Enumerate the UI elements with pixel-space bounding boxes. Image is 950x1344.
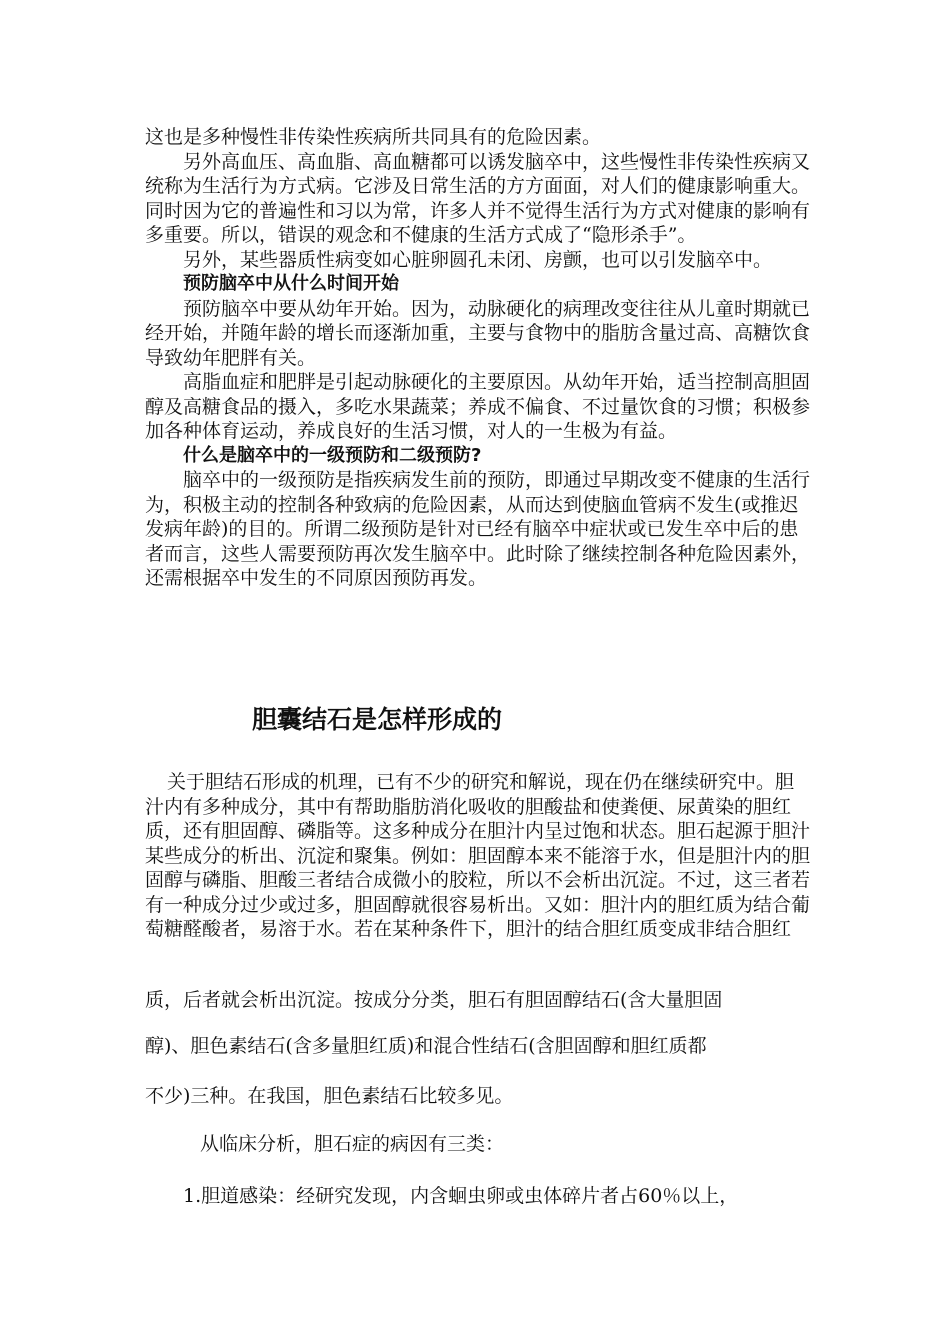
paragraph: 另外高血压、高血脂、高血糖都可以诱发脑卒中，这些慢性非传染性疾病又统称为生活行为方式病。它涉及日常生活的方方面面，对人们的健康影响重大。同时因为它的普遍性和习以为常，许多人并不觉得生活行为方式对健康的影响有多重要。所以，错误的观念和不健康的生活方式成了“隐形杀手”。 — [145, 150, 811, 246]
text-line: 醇)、胆色素结石(含多量胆红质)和混合性结石(含胆固醇和胆红质都 — [145, 1035, 707, 1057]
stroke-section — [145, 125, 810, 591]
section-heading: 预防脑卒中从什么时间开始 — [183, 273, 399, 294]
paragraph: 这也是多种慢性非传染性疾病所共同具有的危险因素。 — [145, 126, 602, 148]
paragraph: 另外，某些器质性病变如心脏卵圆孔未闭、房颤，也可以引发脑卒中。 — [183, 248, 773, 271]
paragraph: 关于胆结石形成的机理，已有不少的研究和解说，现在仍在继续研究中。胆汁内有多种成分，其中有帮助脂肪消化吸收的胆酸盐和使粪便、尿黄染的胆红质，还有胆固醇、磷脂等。这多种成分在胆汁内呈过饱和状态。胆石起源于胆汁某些成分的析出、沉淀和聚集。例如：胆固醇本来不能溶于水，但是胆汁内的胆固醇与磷脂、胆酸三者结合成微小的胶粒，所以不会析出沉淀。不过，这三者若有一种成分过少或过多，胆固醇就很容易析出。又如：胆汁内的胆红质为结合葡萄糖醛酸者，易溶于水。若在某种条件下，胆汁的结合胆红质变成非结合胆红 — [145, 771, 811, 940]
page-title: 胆囊结石是怎样形成的 — [252, 705, 503, 734]
text-line: 不少)三种。在我国，胆色素结石比较多见。 — [145, 1085, 514, 1107]
list-item: 1.胆道感染：经研究发现，内含蛔虫卵或虫体碎片者占60％以上， — [183, 1185, 739, 1207]
section-heading: 什么是脑卒中的一级预防和二级预防? — [183, 444, 482, 466]
paragraph: 脑卒中的一级预防是指疾病发生前的预防，即通过早期改变不健康的生活行为，积极主动的控制各种致病的危险因素，从而达到使脑血管病不发生(或推迟发病年龄)的目的。所谓二级预防是针对已经有脑卒中症状或已发生卒中后的患者而言，这些人需要预防再次发生脑卒中。此时除了继续控制各种危险因素外，还需根据卒中发生的不同原因预防再发。 — [145, 469, 811, 589]
paragraph: 从临床分析，胆石症的病因有三类： — [200, 1133, 505, 1155]
paragraph: 预防脑卒中要从幼年开始。因为，动脉硬化的病理改变往往从儿童时期就已经开始，并随年龄的增长而逐渐加重，主要与食物中的脂肪含量过高、高糖饮食导致幼年肥胖有关。 — [145, 297, 811, 369]
paragraph: 高脂血症和肥胖是引起动脉硬化的主要原因。从幼年开始，适当控制高胆固醇及高糖食品的摄入，多吃水果蔬菜；养成不偏食、不过量饮食的习惯；积极参加各种体育运动，养成良好的生活习惯，对人的一生极为有益。 — [145, 371, 811, 442]
gallstone-section — [145, 770, 810, 942]
text-line: 质，后者就会析出沉淀。按成分分类，胆石有胆固醇结石(含大量胆固 — [145, 989, 723, 1011]
